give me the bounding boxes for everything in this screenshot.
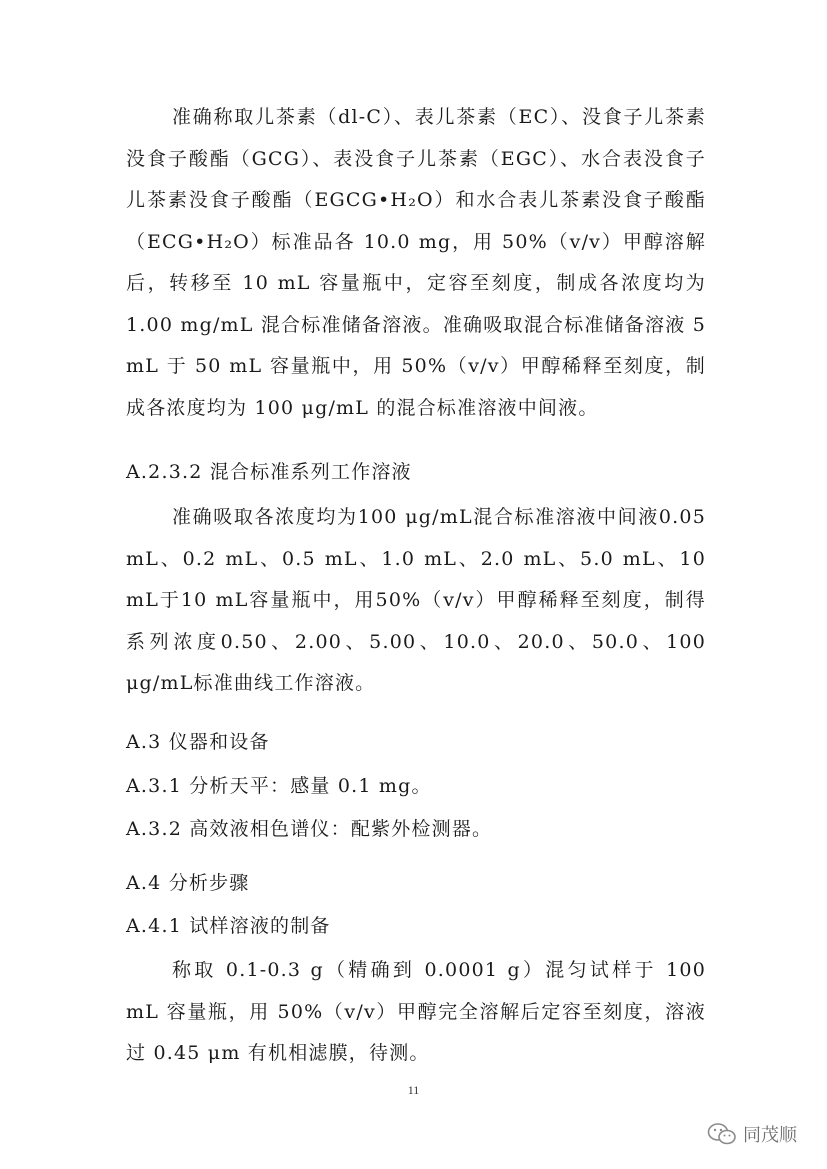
heading-a-4-1: A.4.1 试样溶液的制备	[126, 915, 331, 937]
heading-a-3: A.3 仪器和设备	[126, 731, 270, 753]
heading-a-2-3-2: A.2.3.2 混合标准系列工作溶液	[126, 461, 412, 483]
paragraph-sample-preparation: 称取 0.1-0.3 g（精确到 0.0001 g）混匀试样于 100 mL 容量瓶，用 50%（v/v）甲醇完全溶解后定容至刻度，溶液过 0.45 μm 有机相滤膜，待测。	[126, 959, 706, 1064]
heading-a-4: A.4 分析步骤	[126, 872, 250, 894]
watermark	[707, 1121, 797, 1147]
paragraph-working-solutions: 准确吸取各浓度均为100 μg/mL混合标准溶液中间液0.05 mL、0.2 mL、0.5 mL、1.0 mL、2.0 mL、5.0 mL、10 mL于10 mL容量瓶中，用50%（v/v）甲醇稀释至刻度，制得系列浓度0.50、2.00、5.00、10.0、20.0、50.0、100 μg/mL标准曲线工作溶液。	[126, 506, 706, 694]
paragraph-standard-stock-solution: 准确称取儿茶素（dl-C）、表儿茶素（EC）、没食子儿茶素没食子酸酯（GCG）、表没食子儿茶素（EGC）、水合表没食子儿茶素没食子酸酯（EGCG•H₂O）和水合表儿茶素没食子酸酯（ECG•H₂O）标准品各 10.0 mg，用 50%（v/v）甲醇溶解后，转移至 10 mL 容量瓶中，定容至刻度，制成各浓度均为 1.00 mg/mL 混合标准储备溶液。准确吸取混合标准储备溶液 5 mL 于 50 mL 容量瓶中，用 50%（v/v）甲醇稀释至刻度，制成各浓度均为 100 μg/mL 的混合标准溶液中间液。	[126, 106, 706, 419]
heading-a-3-2: A.3.2 高效液相色谱仪：配紫外检测器。	[126, 818, 493, 840]
heading-a-3-1: A.3.1 分析天平：感量 0.1 mg。	[126, 775, 432, 797]
page-number: 11	[407, 1083, 420, 1097]
wechat-icon	[707, 1122, 737, 1146]
watermark-label: 同茂顺	[743, 1125, 797, 1146]
